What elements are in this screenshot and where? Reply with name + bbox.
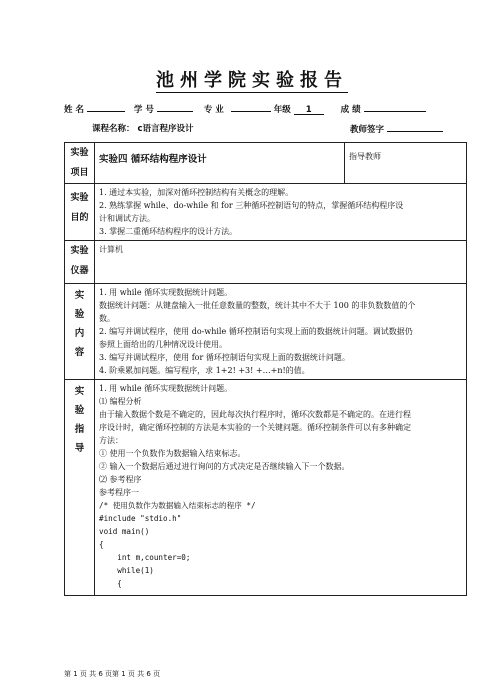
content-line: 4. 阶乘累加问题。编写程序，求 1+2! +3! +…+n!的值。 xyxy=(99,366,310,375)
guide-line: 参考程序一 xyxy=(99,488,139,497)
purpose-line: 计和调试方法。 xyxy=(99,214,155,223)
purpose-row xyxy=(65,184,467,241)
signature-field xyxy=(387,122,443,132)
content-line: 数据统计问题：从键盘输入一批任意数量的整数，统计其中不大于 100 的非负数数值的个 xyxy=(99,301,416,310)
grade-field: 1 xyxy=(294,105,324,115)
guide-line: ⑵ 参考程序 xyxy=(99,475,142,484)
content-body xyxy=(95,284,467,380)
guide-line: 序设计时，确定循环控制的方法是本实验的一个关键问题。循环控制条件可以有多种确定 xyxy=(99,423,411,432)
content-line: 参照上面给出的几种情况设计使用。 xyxy=(99,340,227,349)
grade-label: 年级 xyxy=(273,105,291,115)
purpose-line: 1. 通过本实验，加深对循环控制结构有关概念的理解。 xyxy=(99,188,294,197)
purpose-content xyxy=(95,184,467,241)
code-line: #include "stdio.h" xyxy=(99,514,182,523)
course-line xyxy=(92,122,194,134)
content-line: 3. 编写并调试程序，使用 for 循环控制语句实现上面的数据统计问题。 xyxy=(99,353,350,362)
content-line: 1. 用 while 循环实现数据统计问题。 xyxy=(99,288,233,297)
student-info-line xyxy=(64,102,426,115)
purpose-line: 2. 熟练掌握 while、do-while 和 for 三种循环控制语句的特点，掌握循环结构程序设 xyxy=(99,201,404,210)
id-label: 学 号 xyxy=(133,105,154,115)
name-field xyxy=(87,102,125,112)
content-label: 实 验 内 容 xyxy=(65,284,95,380)
guide-label: 实 验 指 导 xyxy=(65,380,95,596)
equipment-row xyxy=(65,241,467,284)
score-label: 成 绩 xyxy=(340,105,361,115)
score-field xyxy=(364,102,426,112)
equipment-content: 计算机 xyxy=(95,241,467,284)
project-row xyxy=(65,143,467,184)
project-title: 实验四 循环结构程序设计 xyxy=(95,143,345,184)
signature-line xyxy=(350,122,443,135)
content-row xyxy=(65,284,467,380)
equipment-label: 实验 仪器 xyxy=(65,241,95,284)
purpose-label: 实验 目的 xyxy=(65,184,95,241)
course-name: c语言程序设计 xyxy=(137,124,194,134)
name-label: 姓 名 xyxy=(64,105,84,115)
id-field xyxy=(157,102,193,112)
guide-line: 1. 用 while 循环实现数据统计问题。 xyxy=(99,384,233,393)
teacher-label: 指导教师 xyxy=(345,143,467,184)
code-line: { xyxy=(99,579,122,588)
guide-line: 方法： xyxy=(99,436,123,445)
guide-body xyxy=(95,380,467,596)
report-table xyxy=(64,142,467,596)
page-footer: 第 1 页 共 6 页第 1 页 共 6 页 xyxy=(64,670,161,678)
guide-line: ⑴ 编程分析 xyxy=(99,397,142,406)
content-line: 2. 编写并调试程序，使用 do-while 循环控制语句实现上面的数据统计问题。调试数据仍 xyxy=(99,327,413,336)
major-field xyxy=(231,102,271,112)
purpose-line: 3. 掌握二重循环结构程序的设计方法。 xyxy=(99,227,238,236)
signature-label: 教师签字 xyxy=(350,125,385,135)
guide-row xyxy=(65,380,467,596)
project-label: 实验 项目 xyxy=(65,143,95,184)
code-line: int m,counter=0; xyxy=(99,553,191,562)
guide-line: 由于输入数据个数是不确定的，因此每次执行程序时，循环次数都是不确定的。在进行程 xyxy=(99,410,411,419)
course-label: 课程名称： xyxy=(92,124,135,134)
code-line: { xyxy=(99,540,104,549)
major-label: 专 业 xyxy=(203,105,224,115)
code-line: while(1) xyxy=(99,566,154,575)
guide-line: ② 输入一个数据后通过进行询问的方式决定是否继续输入下一个数据。 xyxy=(99,462,350,471)
guide-line: ① 使用一个负数作为数据输入结束标志。 xyxy=(99,449,246,458)
content-line: 数。 xyxy=(99,314,115,323)
report-title: 池州学院实验报告 xyxy=(156,70,348,91)
code-line: /* 使用负数作为数据输入结束标志的程序 */ xyxy=(99,501,256,510)
code-line: void main() xyxy=(99,527,150,536)
